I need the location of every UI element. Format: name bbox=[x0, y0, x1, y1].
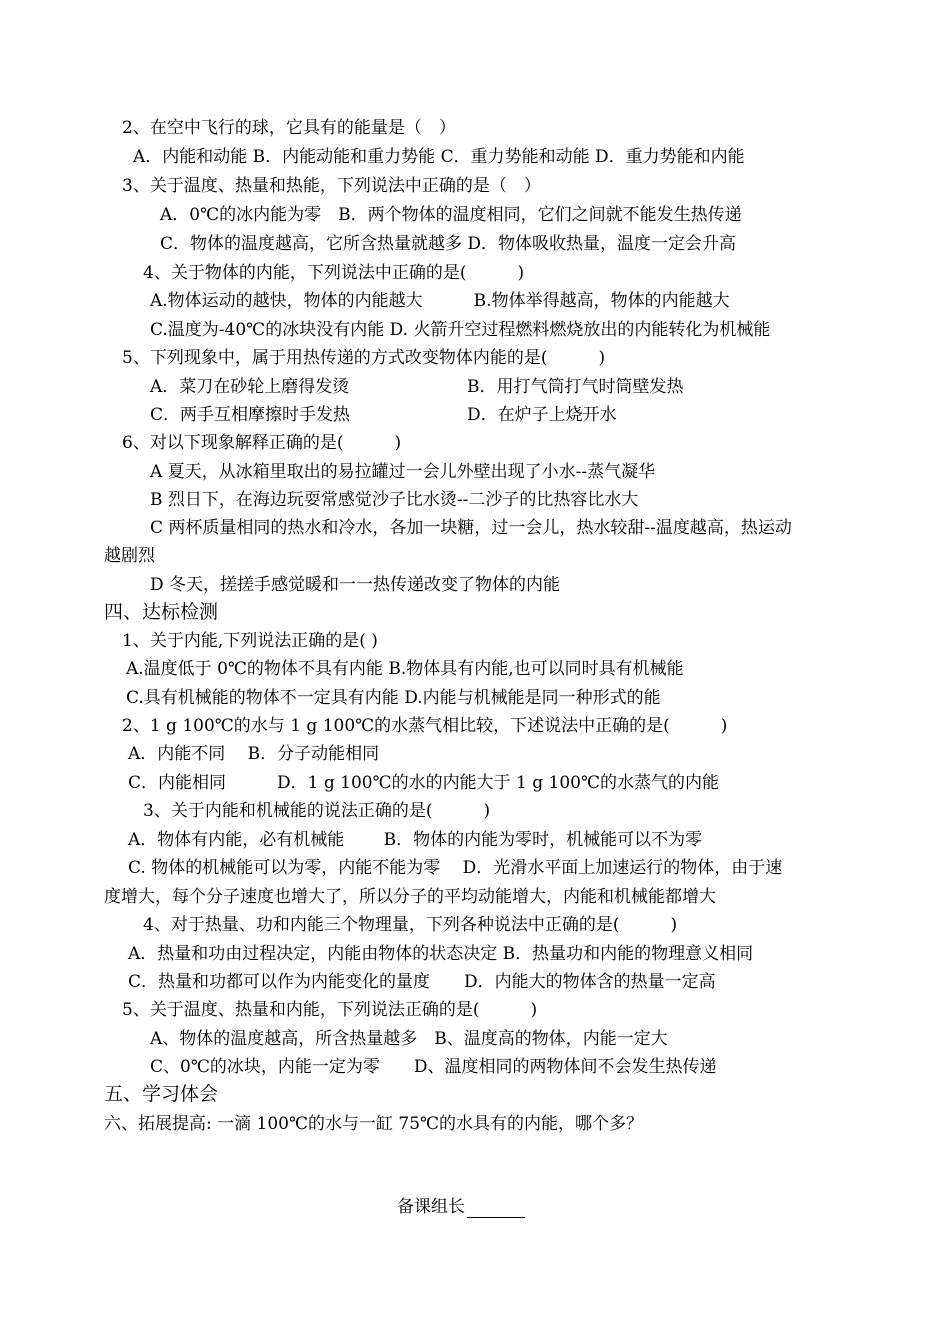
section-5-heading: 五、学习体会 bbox=[104, 1083, 219, 1105]
s4-q1-options-cd: C.具有机械能的物体不一定具有内能 D.内能与机械能是同一种形式的能 bbox=[126, 688, 661, 708]
s4-q4-options-cd: C．热量和功都可以作为内能变化的量度 D．内能大的物体含的热量一定高 bbox=[128, 972, 716, 992]
s4-q3-question: 3、关于内能和机械能的说法正确的是( ) bbox=[143, 801, 491, 821]
q6-question: 6、对以下现象解释正确的是( ) bbox=[122, 433, 402, 453]
s4-q1-question: 1、关于内能,下列说法正确的是( ) bbox=[122, 631, 378, 651]
q6-option-d: D 冬天，搓搓手感觉暖和一一热传递改变了物体的内能 bbox=[150, 575, 561, 595]
s4-q2-options-cd: C．内能相同 D．1 g 100℃的水的内能大于 1 g 100℃的水蒸气的内能 bbox=[128, 773, 719, 793]
signature-blank[interactable] bbox=[467, 1200, 525, 1218]
q5-option-c: C．两手互相摩擦时手发热 bbox=[150, 405, 351, 425]
s4-q5-question: 5、关于温度、热量和内能，下列说法正确的是( ) bbox=[122, 1000, 538, 1020]
q6-option-a: A 夏天，从冰箱里取出的易拉罐过一会儿外壁出现了小水--蒸气凝华 bbox=[150, 462, 656, 482]
s4-q5-options-cd: C、0℃的冰块，内能一定为零 D、温度相同的两物体间不会发生热传递 bbox=[150, 1057, 717, 1077]
q4-question: 4、关于物体的内能，下列说法中正确的是( ) bbox=[143, 263, 525, 283]
s4-q2-question: 2、1 g 100℃的水与 1 g 100℃的水蒸气相比较，下述说法中正确的是( ) bbox=[122, 716, 728, 736]
q3-question: 3、关于温度、热量和热能，下列说法中正确的是（ ） bbox=[122, 176, 541, 196]
s4-q1-options-ab: A.温度低于 0℃的物体不具有内能 B.物体具有内能,也可以同时具有机械能 bbox=[126, 659, 684, 679]
section-4-heading: 四、达标检测 bbox=[104, 601, 219, 623]
s4-q4-options-ab: A．热量和功由过程决定，内能由物体的状态决定 B．热量功和内能的物理意义相同 bbox=[128, 944, 754, 964]
q6-option-c-cont: 越剧烈 bbox=[104, 546, 155, 566]
q2-options: A．内能和动能 B．内能动能和重力势能 C．重力势能和动能 D．重力势能和内能 bbox=[133, 147, 745, 167]
s4-q4-question: 4、对于热量、功和内能三个物理量，下列各种说法中正确的是( ) bbox=[143, 915, 678, 935]
q4-options-cd: C.温度为-40℃的冰块没有内能 D. 火箭升空过程燃料燃烧放出的内能转化为机械能 bbox=[150, 320, 771, 340]
q5-option-a: A．菜刀在砂轮上磨得发烫 bbox=[150, 377, 350, 397]
q3-options-ab: A．0℃的冰内能为零 B．两个物体的温度相同，它们之间就不能发生热传递 bbox=[160, 205, 742, 225]
q5-option-d: D．在炉子上烧开水 bbox=[467, 405, 617, 425]
s4-q3-options-cd: C. 物体的机械能可以为零，内能不能为零 D．光滑水平面上加速运行的物体，由于速 bbox=[128, 858, 783, 878]
signature-line bbox=[397, 1196, 525, 1218]
section-6-heading: 六、拓展提高: 一滴 100℃的水与一缸 75℃的水具有的内能，哪个多？ bbox=[104, 1114, 644, 1134]
s4-q5-options-ab: A、物体的温度越高，所含热量越多 B、温度高的物体，内能一定大 bbox=[150, 1029, 668, 1049]
q5-option-b: B．用打气筒打气时筒壁发热 bbox=[467, 377, 684, 397]
q6-option-b: B 烈日下，在海边玩耍常感觉沙子比水烫--二沙子的比热容比水大 bbox=[150, 490, 639, 510]
q3-options-cd: C．物体的温度越高，它所含热量就越多 D．物体吸收热量，温度一定会升高 bbox=[160, 234, 737, 254]
q2-question: 2、在空中飞行的球，它具有的能量是（ ） bbox=[122, 118, 456, 138]
q6-option-c: C 两杯质量相同的热水和冷水，各加一块糖，过一会儿，热水较甜--温度越高，热运动 bbox=[150, 518, 792, 538]
q4-options-ab: A.物体运动的越快，物体的内能越大 B.物体举得越高，物体的内能越大 bbox=[150, 291, 730, 311]
signature-label: 备课组长 bbox=[397, 1197, 465, 1217]
s4-q3-options-ab: A．物体有内能，必有机械能 B．物体的内能为零时，机械能可以不为零 bbox=[128, 830, 703, 850]
s4-q3-options-cont: 度增大，每个分子速度也增大了，所以分子的平均动能增大，内能和机械能都增大 bbox=[104, 887, 716, 907]
q5-question: 5、下列现象中，属于用热传递的方式改变物体内能的是( ) bbox=[122, 348, 606, 368]
s4-q2-options-ab: A．内能不同 B．分子动能相同 bbox=[128, 744, 380, 764]
